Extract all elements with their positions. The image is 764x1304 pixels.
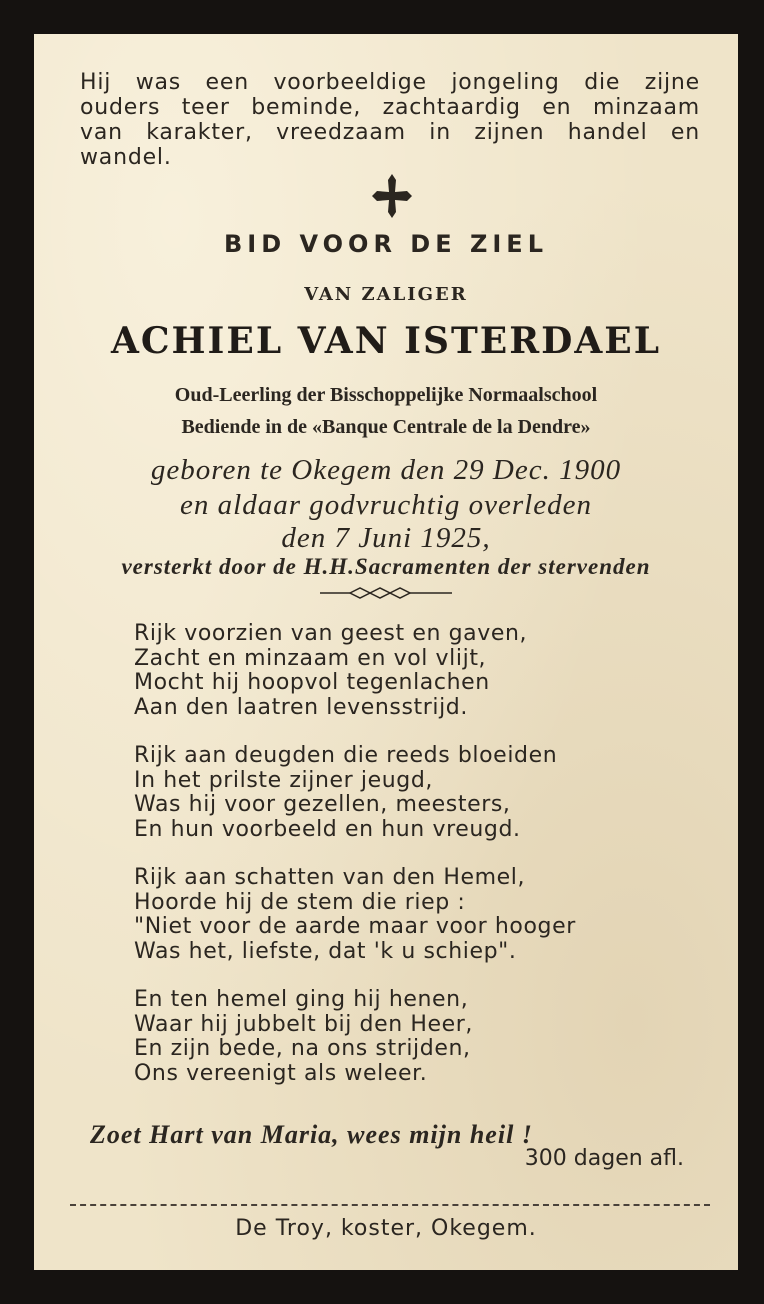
poem-line: Mocht hij hoopvol tegenlachen <box>134 670 490 695</box>
ornament-divider-icon <box>320 586 452 600</box>
poem-line: Rijk voorzien van geest en gaven, <box>134 621 528 646</box>
sacraments-line: versterkt door de H.H.Sacramenten der stervenden <box>121 554 651 579</box>
deceased-name: ACHIEL VAN ISTERDAEL <box>110 320 662 362</box>
poem-line: Was hij voor gezellen, meesters, <box>134 792 511 817</box>
death-line: en aldaar godvruchtig overleden <box>180 489 592 521</box>
poem-line: Waar hij jubbelt bij den Heer, <box>134 1011 474 1037</box>
intro-paragraph <box>80 70 700 170</box>
memorial-card <box>34 34 738 1270</box>
death-date: den 7 Juni 1925, <box>281 522 491 554</box>
poem-line: "Niet voor de aarde maar voor hooger <box>134 914 576 939</box>
poem-line: Aan den laatren levensstrijd. <box>134 694 468 720</box>
poem-stanza <box>134 866 694 964</box>
indulgence-note: 300 dagen afl. <box>524 1146 684 1171</box>
dashed-divider <box>70 1204 710 1206</box>
poem-line: Was het, liefste, dat 'k u schiep". <box>134 938 517 964</box>
cross-icon <box>370 172 414 220</box>
poem-line: En hun voorbeeld en hun vreugd. <box>134 816 521 842</box>
poem <box>134 622 694 1110</box>
intro-line: wandel. <box>80 145 172 170</box>
intro-line: Hij was een voorbeeldige jongeling die zijne <box>80 70 700 95</box>
prayer-line: Zoet Hart van Maria, wees mijn heil ! <box>90 1120 533 1149</box>
subtitle-school: Oud-Leerling der Bisschoppelijke Normaalschool <box>174 384 598 406</box>
poem-line: In het prilste zijner jeugd, <box>134 767 433 793</box>
poem-line: Rijk aan schatten van den Hemel, <box>134 865 526 890</box>
intro-line: ouders teer beminde, zachtaardig en minzaam <box>80 95 700 120</box>
birth-line: geboren te Okegem den 29 Dec. 1900 <box>150 454 622 486</box>
printer-credit: De Troy, koster, Okegem. <box>235 1216 537 1241</box>
poem-stanza <box>134 744 694 842</box>
poem-line: En ten hemel ging hij henen, <box>134 987 469 1012</box>
heading-van-zaliger: VAN ZALIGER <box>304 284 468 305</box>
heading-bid-voor-de-ziel: BID VOOR DE ZIEL <box>224 230 548 258</box>
poem-line: Rijk aan deugden die reeds bloeiden <box>134 743 558 768</box>
poem-line: En zijn bede, na ons strijden, <box>134 1036 471 1061</box>
subtitle-employment: Bediende in de «Banque Centrale de la Dendre» <box>181 416 591 438</box>
intro-line: van karakter, vreedzaam in zijnen handel en <box>80 120 700 145</box>
poem-stanza <box>134 622 694 720</box>
poem-line: Hoorde hij de stem die riep : <box>134 889 466 915</box>
poem-stanza <box>134 988 694 1086</box>
poem-line: Zacht en minzaam en vol vlijt, <box>134 645 487 671</box>
poem-line: Ons vereenigt als weleer. <box>134 1060 428 1086</box>
